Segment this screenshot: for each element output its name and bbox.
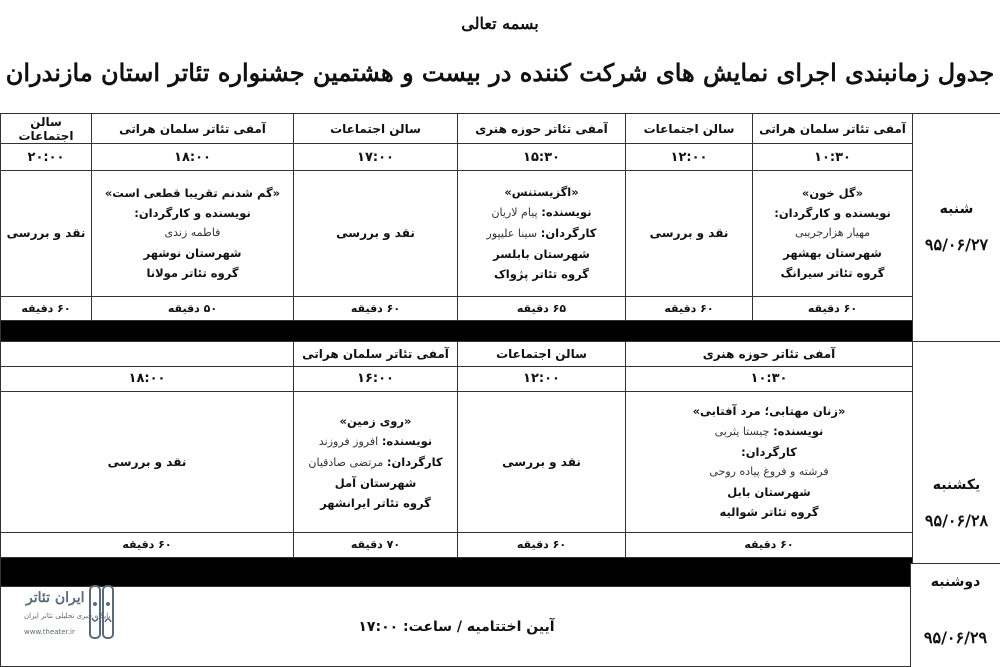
play-title: «گم شدنم تقریبا قطعی است» [104,186,281,201]
city: شهرستان بابلسر [493,247,590,262]
page-title: جدول زمانبندی اجرای نمایش های شرکت کننده در بیست و هشتمین جشنواره تئاتر استان مازندران [5,58,995,87]
duration: ۶۰ دقیقه [458,532,626,557]
slot-time: ۱۸:۰۰ [92,144,294,170]
page-header [0,0,1000,113]
hall-name [1,341,294,366]
logo-text: ایران تئاتر [26,590,85,606]
slot-time: ۱۶:۰۰ [294,366,458,391]
hall-name: سالن اجتماعات [1,114,92,144]
duration: ۶۰ دقیقه [1,296,92,320]
hall-name: سالن اجتماعات [294,114,458,144]
slot-time: ۱۰:۳۰ [626,366,913,391]
city: شهرستان نوشهر [143,246,242,261]
day-cell-monday [910,563,1000,667]
play-title: «روی زمین» [339,413,412,428]
credit-value: مهیار هزارجریبی [794,226,871,240]
theater-mask-icon [88,584,116,640]
closing-ceremony: آیین اختتامیه / ساعت: ۱۷:۰۰ [1,587,913,667]
city: شهرستان بابل [727,485,811,500]
slot-time: ۱۲:۰۰ [626,144,753,170]
performance-cell [626,392,913,533]
duration: ۷۰ دقیقه [294,532,458,557]
review-cell: نقد و بررسی [1,170,92,296]
hall-name: آمفی تئاتر حوزه هنری [626,341,913,366]
bismillah: بسمه تعالی [461,14,539,33]
hall-name: آمفی تئاتر سلمان هراتی [294,341,458,366]
performance-cell [92,170,294,296]
review-cell: نقد و بررسی [294,170,458,296]
logo-url: www.theater.ir [24,628,75,636]
group: گروه تئاتر مولانا [146,266,239,281]
slot-time: ۱۸:۰۰ [1,366,294,391]
credit-label: نویسنده و کارگردان: [134,206,251,221]
duration: ۵۰ دقیقه [92,296,294,320]
credit-value: فرشته و فروغ پیاده روحی [709,465,829,479]
group: گروه تئاتر ایرانشهر [320,495,431,510]
play-title: «زنان مهتابی؛ مرد آفتابی» [692,404,846,419]
credit-value: فاطمه زندی [164,226,221,240]
slot-time: ۱۵:۳۰ [458,144,626,170]
slot-time: ۱۷:۰۰ [294,144,458,170]
slot-time: ۱۰:۳۰ [753,144,913,170]
separator-bar [1,320,913,341]
group: گروه تئاتر سیرانگ [780,266,885,281]
city: شهرستان آمل [334,475,417,490]
credit-value: پیام لاریان [491,206,538,220]
day-date: ۹۵/۰۶/۲۹ [923,628,988,647]
performance-cell [458,170,626,296]
logo-subtitle: پایگاه خبری تحلیلی تئاتر ایران [24,612,111,620]
hall-name: آمفی تئاتر حوزه هنری [458,114,626,144]
group: گروه تئاتر پژواک [494,267,589,282]
credit-label: نویسنده: [773,424,824,439]
credit-label: نویسنده و کارگردان: [774,206,891,221]
credit-value: سینا علیپور [486,227,538,241]
day-cell-saturday [913,114,1000,342]
slot-time: ۱۲:۰۰ [458,366,626,391]
credit-label: کارگردان: [741,445,797,460]
slot-time: ۲۰:۰۰ [1,144,92,170]
performance-cell [294,392,458,533]
credit-label: کارگردان: [540,226,597,241]
duration: ۶۰ دقیقه [1,532,294,557]
day-date: ۹۵/۰۶/۲۸ [924,511,989,531]
day-name: شنبه [939,200,974,217]
review-cell: نقد و بررسی [626,170,753,296]
hall-name: آمفی تئاتر سلمان هراتی [753,114,913,144]
review-cell: نقد و بررسی [458,392,626,533]
duration: ۶۰ دقیقه [294,296,458,320]
hall-name: سالن اجتماعات [626,114,753,144]
group: گروه تئاتر شوالیه [719,505,819,520]
day-name: دوشنبه [930,574,981,590]
duration: ۶۰ دقیقه [753,296,913,320]
credit-value: مرتضی صادقیان [308,455,384,469]
iran-theater-logo [18,580,118,644]
performance-cell [753,170,913,296]
duration: ۶۵ دقیقه [458,296,626,320]
credit-label: نویسنده: [381,433,433,448]
separator-bar [1,557,913,586]
day-name: یکشنبه [932,477,981,494]
hall-name: آمفی تئاتر سلمان هراتی [92,114,294,144]
duration: ۶۰ دقیقه [626,532,913,557]
duration: ۶۰ دقیقه [626,296,753,320]
credit-label: نویسنده: [541,205,592,220]
day-date: ۹۵/۰۶/۲۷ [924,234,989,254]
schedule-table [0,113,1000,667]
city: شهرستان بهشهر [783,246,882,261]
credit-label: کارگردان: [386,454,443,469]
play-title: «گل خون» [801,186,864,201]
play-title: «اگزیستنس» [504,185,579,200]
credit-value: چیستا یثربی [714,425,770,439]
hall-name: سالن اجتماعات [458,341,626,366]
review-cell: نقد و بررسی [1,392,294,533]
credit-value: افروز فروزند [318,434,379,448]
